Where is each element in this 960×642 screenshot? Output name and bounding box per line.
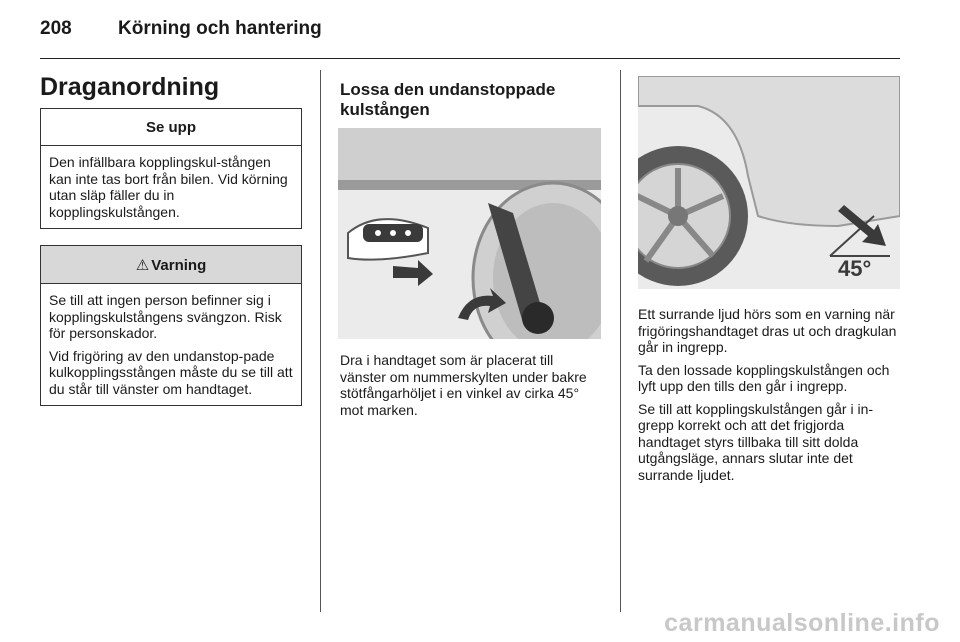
wheel-angle-illustration <box>638 76 900 289</box>
page-number: 208 <box>40 18 72 39</box>
caution-text: Den infällbara kopplingskul-stången kan inte tas bort från bilen. Vid körning utan släp fäller du in kopplingskulstången. <box>49 154 288 220</box>
subsection-title: Lossa den undanstoppade kulstången <box>340 80 556 119</box>
wheel-angle-figure <box>638 76 900 289</box>
warning-triangle-icon: ⚠ <box>135 257 150 274</box>
angle-label: 45° <box>838 256 872 281</box>
warning-paragraph: Vid frigöring av den undanstop-pade kulkopplingsstången måste du se till att du står till vänster om handtaget. <box>49 347 293 397</box>
right-column-text <box>638 306 903 489</box>
warning-paragraph: Se till att ingen person befinner sig i kopplingskulstångens svängzon. Risk för personskador. <box>49 292 282 341</box>
caution-title: Se upp <box>41 109 301 146</box>
right-paragraph: Ett surrande ljud hörs som en varning när frigöringshandtaget dras ut och dragkulan går in ingrepp. <box>638 306 897 355</box>
subsection-text <box>340 352 602 424</box>
warning-title: Varning <box>151 257 207 274</box>
header-rule <box>40 58 900 59</box>
warning-header <box>41 246 301 284</box>
column-divider-2 <box>620 70 621 612</box>
towbar-handle-illustration <box>338 128 601 339</box>
caution-box <box>40 108 302 229</box>
right-paragraph: Se till att kopplingskulstången går i in-grepp korrekt och att det frigjorda handtaget styrs tillbaka till sitt dolda utgångsläge, annars slutar inte det surrande ljudet. <box>638 400 874 483</box>
column-divider-1 <box>320 70 321 612</box>
page-header <box>40 18 322 40</box>
section-title: Draganordning <box>40 73 220 101</box>
subsection-paragraph: Dra i handtaget som är placerat till vänster om nummerskylten under bakre stötfångarhöljet i en vinkel av cirka 45° mot marken. <box>340 352 587 418</box>
warning-box <box>40 245 302 406</box>
watermark: carmanualsonline.info <box>664 609 940 637</box>
right-paragraph: Ta den lossade kopplingskulstången och lyft upp den tills den går i ingrepp. <box>638 361 890 394</box>
chapter-title: Körning och hantering <box>118 18 322 39</box>
towbar-handle-figure <box>338 128 601 339</box>
